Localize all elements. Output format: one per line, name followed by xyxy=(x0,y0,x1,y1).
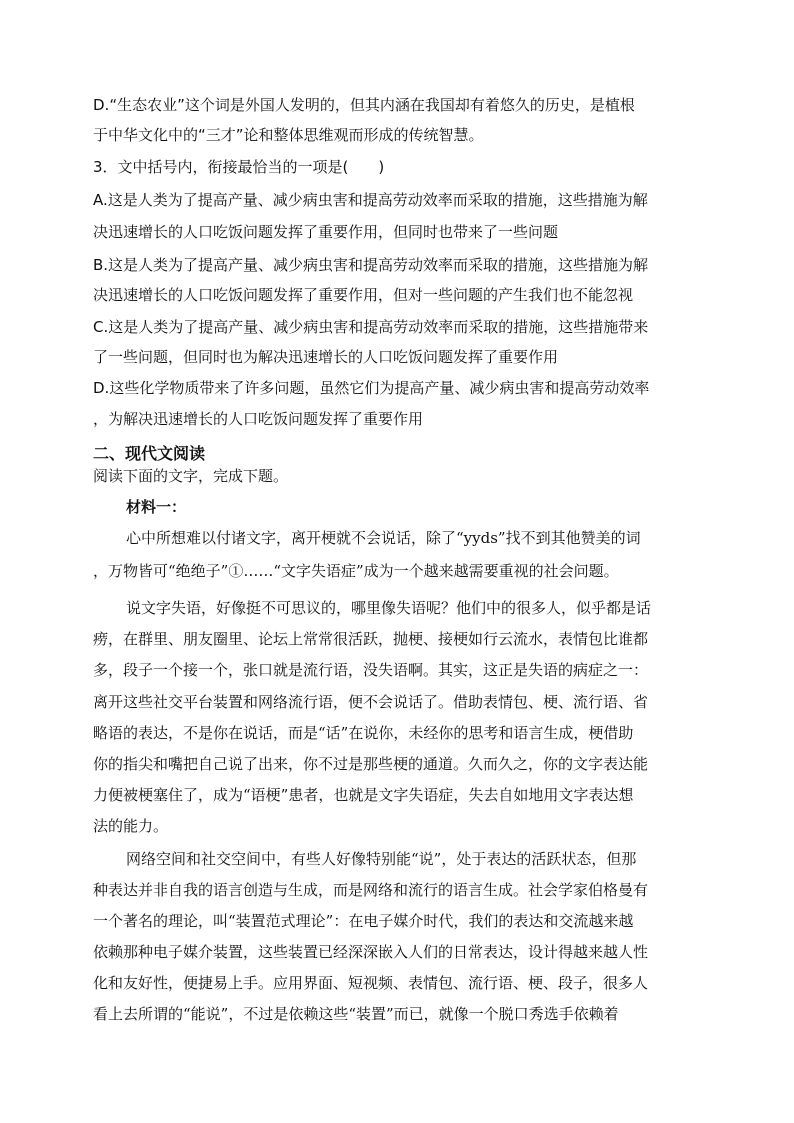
q3-option-c-line-1: C.这是人类为了提高产量、减少病虫害和提高劳动效率而采取的措施，这些措施带来 xyxy=(93,318,649,336)
paragraph-2-line-6: 你的指尖和嘴把自己说了出来，你不过是那些梗的通道。久而久之，你的文字表达能 xyxy=(93,755,649,773)
q3-option-b-line-1: B.这是人类为了提高产量、减少病虫害和提高劳动效率而采取的措施，这些措施为解 xyxy=(93,256,649,274)
reading-instruction: 阅读下面的文字，完成下题。 xyxy=(93,467,289,485)
question-3-stem: 3．文中括号内，衔接最恰当的一项是( ) xyxy=(93,158,385,176)
paragraph-2-line-5: 略语的表达，不是你在说话，而是“话”在说你，未经你的思考和语言生成，梗借助 xyxy=(93,724,634,742)
material-label: 材料一： xyxy=(126,498,187,516)
paragraph-2-line-3: 多，段子一个接一个，张口就是流行语，没失语啊。其实，这正是失语的病症之一： xyxy=(93,661,649,679)
option-d-prev-line-1: D.“生态农业”这个词是外国人发明的，但其内涵在我国却有着悠久的历史，是植根 xyxy=(93,96,635,114)
paragraph-2-line-8: 法的能力。 xyxy=(93,817,169,835)
paragraph-3-line-2: 种表达并非自我的语言创造与生成，而是网络和流行的语言生成。社会学家伯格曼有 xyxy=(93,881,649,899)
paragraph-3-line-5: 化和友好性，便捷易上手。应用界面、短视频、表情包、流行语、梗、段子，很多人 xyxy=(93,974,649,992)
section-title: 二、现代文阅读 xyxy=(93,444,206,463)
paragraph-2-line-2: 痨，在群里、朋友圈里、论坛上常常很活跃，抛梗、接梗如行云流水，表情包比谁都 xyxy=(93,630,649,648)
paragraph-2-line-1: 说文字失语，好像挺不可思议的，哪里像失语呢？他们中的很多人，似乎都是话 xyxy=(126,599,652,617)
paragraph-1-line-2: ，万物皆可“绝绝子”①……“文字失语症”成为一个越来越需要重视的社会问题。 xyxy=(93,562,619,580)
option-d-prev-line-2: 于中华文化中的“三才”论和整体思维观而形成的传统智慧。 xyxy=(93,126,484,144)
q3-option-b-line-2: 决迅速增长的人口吃饭问题发挥了重要作用，但对一些问题的产生我们也不能忽视 xyxy=(93,286,634,304)
q3-option-d-line-1: D.这些化学物质带来了许多问题，虽然它们为提高产量、减少病虫害和提高劳动效率 xyxy=(93,379,650,397)
paragraph-3-line-3: 一个著名的理论，叫“装置范式理论”：在电子媒介时代，我们的表达和交流越来越 xyxy=(93,912,634,930)
paragraph-3-line-1: 网络空间和社交空间中，有些人好像特别能“说”，处于表达的活跃状态，但那 xyxy=(126,850,637,868)
q3-option-d-line-2: ，为解决迅速增长的人口吃饭问题发挥了重要作用 xyxy=(93,410,424,428)
q3-option-a-line-2: 决迅速增长的人口吃饭问题发挥了重要作用，但同时也带来了一些问题 xyxy=(93,223,559,241)
q3-option-a-line-1: A.这是人类为了提高产量、减少病虫害和提高劳动效率而采取的措施，这些措施为解 xyxy=(93,191,648,209)
paragraph-3-line-6: 看上去所谓的“能说”，不过是依赖这些“装置”而已，就像一个脱口秀选手依赖着 xyxy=(93,1005,619,1023)
paragraph-2-line-4: 离开这些社交平台装置和网络流行语，便不会说话了。借助表情包、梗、流行语、省 xyxy=(93,693,649,711)
paragraph-3-line-4: 依赖那种电子媒介装置，这些装置已经深深嵌入人们的日常表达，设计得越来越人性 xyxy=(93,943,649,961)
q3-option-c-line-2: 了一些问题，但同时也为解决迅速增长的人口吃饭问题发挥了重要作用 xyxy=(93,348,559,366)
paragraph-1-line-1: 心中所想难以付诸文字，离开梗就不会说话，除了“yyds”找不到其他赞美的词 xyxy=(126,529,641,547)
paragraph-2-line-7: 力便被梗塞住了，成为“语梗”患者，也就是文字失语症，失去自如地用文字表达想 xyxy=(93,786,634,804)
